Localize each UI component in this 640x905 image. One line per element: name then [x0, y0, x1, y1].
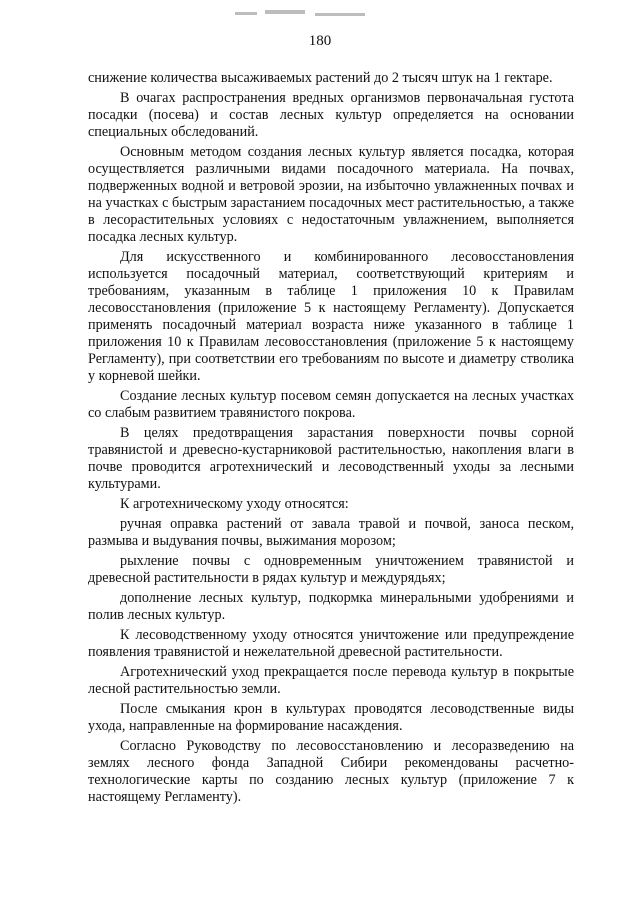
paragraph: Для искусственного и комбинированного лесовосстановления используется посадочный материал, соответствующий критериям и требованиям, указанным в таблице 1 приложения 10 к Правилам лесовосстановления (приложение 5 к настоящему Регламенту). Допускается применять посадочный материал возраста ниже указанного в таблице 1 приложения 10 к Правилам лесовосстановления (приложение 5 к настоящему Регламенту), при соответствии его требованиям по высоте и диаметру стволика у корневой шейки. [88, 249, 574, 384]
scan-noise [235, 8, 385, 22]
paragraph: К агротехническому уходу относятся: [120, 496, 349, 512]
paragraph: снижение количества высаживаемых растений до 2 тысяч штук на 1 гектаре. [88, 70, 553, 86]
paragraph: Основным методом создания лесных культур является посадка, которая осуществляется различными видами посадочного материала. На почвах, подверженных водной и ветровой эрозии, на избыточно увлажненных почвах и на участках с быстрым зарастанием посадочных мест растительностью, а также в лесорастительных условиях с недостаточным увлажнением, выполняется посадка лесных культур. [88, 144, 574, 245]
paragraph: К лесоводственному уходу относятся уничтожение или предупреждение появления травянистой и нежелательной древесной растительности. [88, 627, 574, 660]
paragraph: В очагах распространения вредных организмов первоначальная густота посадки (посева) и состав лесных культур определяется на основании специальных обследований. [88, 90, 574, 140]
paragraph: Создание лесных культур посевом семян допускается на лесных участках со слабым развитием травянистого покрова. [88, 388, 574, 421]
paragraph: После смыкания крон в культурах проводятся лесоводственные виды ухода, направленные на формирование насаждения. [88, 701, 574, 734]
paragraph: В целях предотвращения зарастания поверхности почвы сорной травянистой и древесно-кустарниковой растительностью, накопления влаги в почве проводится агротехнический и лесоводственный уходы за лесными культурами. [88, 425, 574, 492]
page-number: 180 [308, 33, 332, 49]
list-item: дополнение лесных культур, подкормка минеральными удобрениями и полив лесных культур. [88, 590, 574, 623]
document-body [88, 70, 574, 809]
paragraph: Агротехнический уход прекращается после перевода культур в покрытые лесной растительностью земли. [88, 664, 574, 697]
paragraph: Согласно Руководству по лесовосстановлению и лесоразведению на землях лесного фонда Западной Сибири рекомендованы расчетно-технологические карты по созданию лесных культур (приложение 7 к настоящему Регламенту). [88, 738, 574, 805]
list-item: рыхление почвы с одновременным уничтожением травянистой и древесной растительности в рядах культур и междурядьях; [88, 553, 574, 586]
list-item: ручная оправка растений от завала травой и почвой, заноса песком, размыва и выдувания почвы, выжимания морозом; [88, 516, 574, 549]
